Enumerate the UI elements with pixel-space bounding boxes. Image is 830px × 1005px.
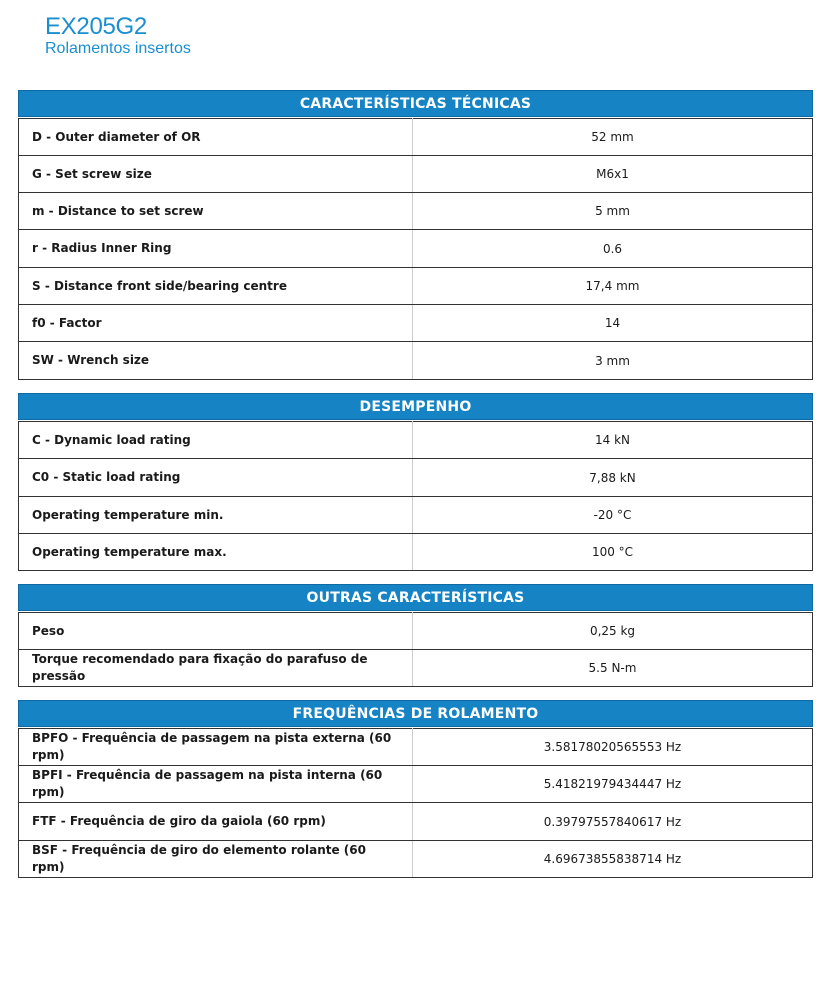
row-value: 3.58178020565553 Hz [413,729,813,766]
spec-table [18,612,813,687]
row-value: 0.6 [413,230,813,268]
table-row [19,729,813,766]
page-header [45,14,191,58]
table-row [19,156,813,193]
product-type: Rolamentos insertos [45,40,191,57]
table-row [19,497,813,534]
section-title: CARACTERÍSTICAS TÉCNICAS [18,90,813,117]
row-label: Torque recomendado para fixação do parafuso de pressão [19,650,413,687]
section-performance [18,393,813,571]
row-value: 5 mm [413,193,813,230]
product-code: EX205G2 [45,13,147,40]
row-value: -20 °C [413,497,813,534]
table-row [19,193,813,230]
section-title: DESEMPENHO [18,393,813,420]
row-label: Peso [19,613,413,650]
table-row [19,268,813,305]
row-value: 7,88 kN [413,459,813,497]
spec-table [18,118,813,380]
section-title: OUTRAS CARACTERÍSTICAS [18,584,813,611]
table-row [19,766,813,803]
row-value: 4.69673855838714 Hz [413,841,813,878]
table-row [19,305,813,342]
table-row [19,459,813,497]
spec-table [18,728,813,878]
table-row [19,422,813,459]
row-value: 14 kN [413,422,813,459]
section-technical-characteristics [18,90,813,380]
row-label: BPFO - Frequência de passagem na pista externa (60 rpm) [19,729,413,766]
table-row [19,534,813,571]
row-label: m - Distance to set screw [19,193,413,230]
row-value: 100 °C [413,534,813,571]
table-row [19,841,813,878]
row-label: r - Radius Inner Ring [19,230,413,268]
row-label: S - Distance front side/bearing centre [19,268,413,305]
row-value: 5.5 N-m [413,650,813,687]
row-label: Operating temperature min. [19,497,413,534]
row-label: C0 - Static load rating [19,459,413,497]
row-label: f0 - Factor [19,305,413,342]
table-row [19,230,813,268]
row-value: 5.41821979434447 Hz [413,766,813,803]
table-row [19,613,813,650]
section-bearing-frequencies [18,700,813,878]
row-value: 0.39797557840617 Hz [413,803,813,841]
row-value: M6x1 [413,156,813,193]
table-row [19,119,813,156]
row-label: G - Set screw size [19,156,413,193]
row-value: 3 mm [413,342,813,380]
row-label: BPFI - Frequência de passagem na pista interna (60 rpm) [19,766,413,803]
spec-table [18,421,813,571]
row-value: 0,25 kg [413,613,813,650]
table-row [19,342,813,380]
row-label: BSF - Frequência de giro do elemento rolante (60 rpm) [19,841,413,878]
table-row [19,803,813,841]
row-value: 14 [413,305,813,342]
section-other-characteristics [18,584,813,687]
section-title: FREQUÊNCIAS DE ROLAMENTO [18,700,813,727]
row-value: 52 mm [413,119,813,156]
row-label: Operating temperature max. [19,534,413,571]
row-value: 17,4 mm [413,268,813,305]
row-label: C - Dynamic load rating [19,422,413,459]
row-label: FTF - Frequência de giro da gaiola (60 rpm) [19,803,413,841]
table-row [19,650,813,687]
row-label: D - Outer diameter of OR [19,119,413,156]
row-label: SW - Wrench size [19,342,413,380]
